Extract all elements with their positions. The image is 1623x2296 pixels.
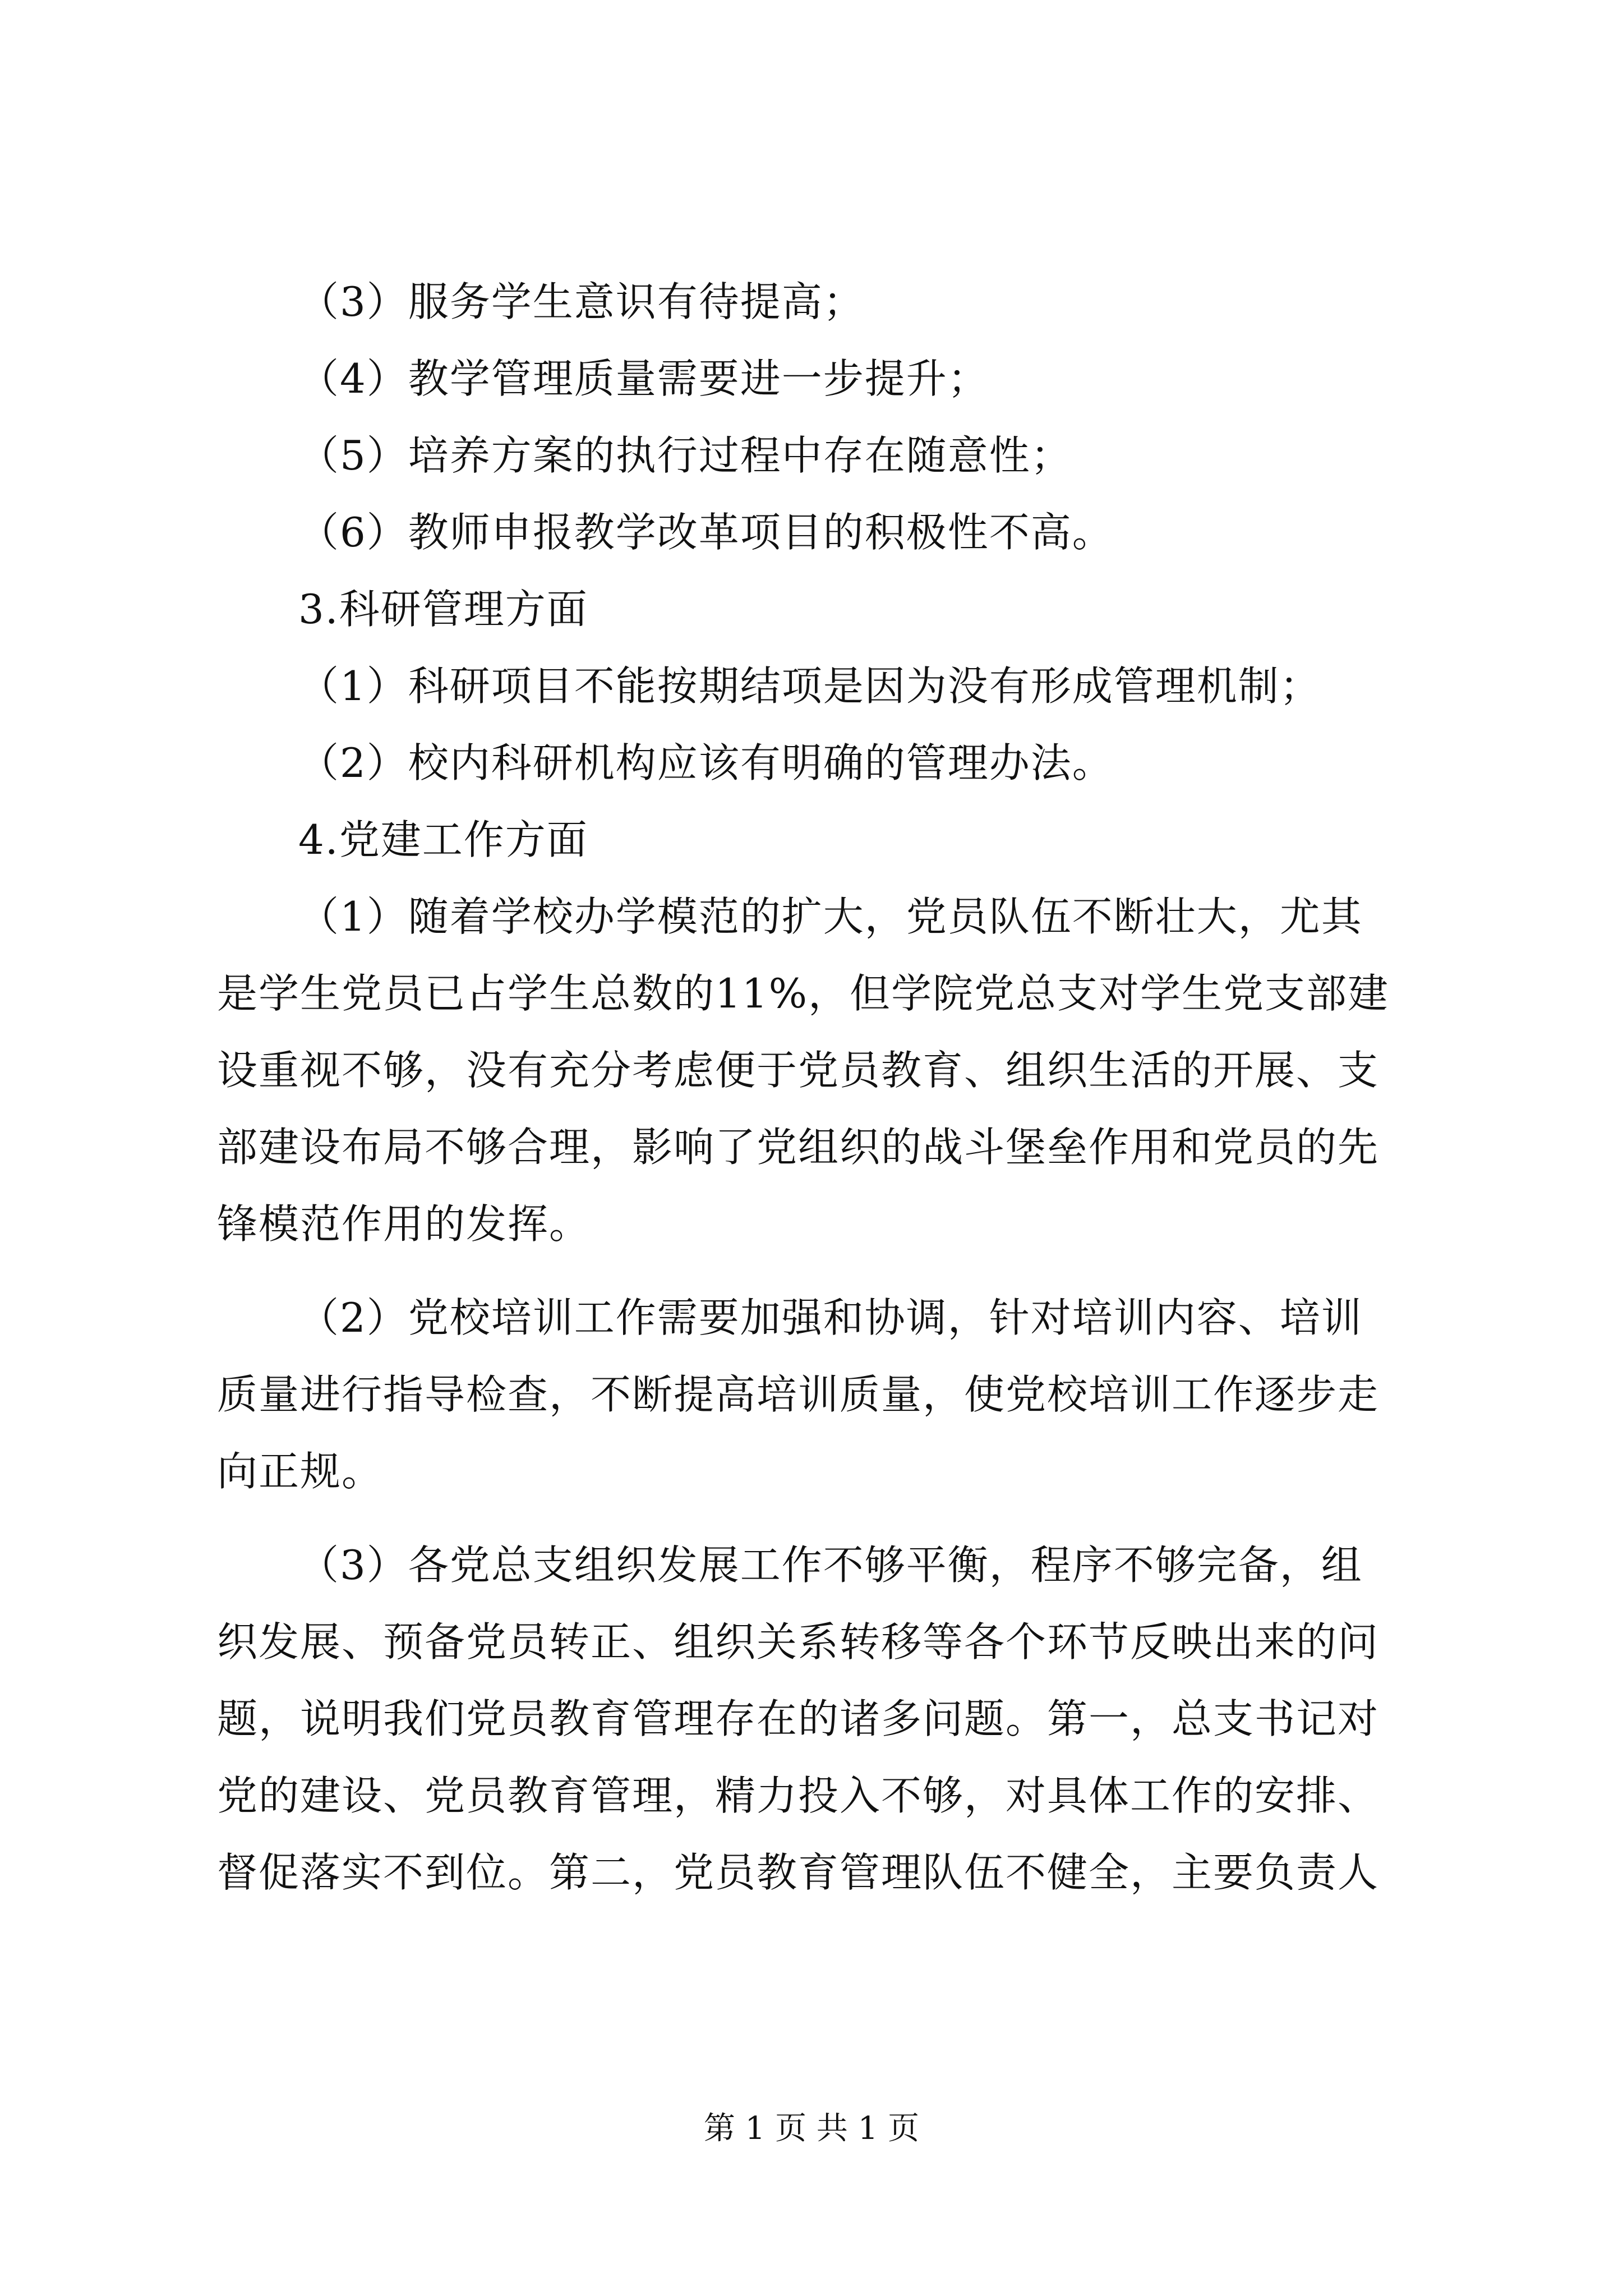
paragraph-line: 锋模范作用的发挥。 — [217, 1200, 591, 1248]
page-number: 第 1 页 共 1 页 — [703, 2110, 920, 2147]
section-heading-party: 4.党建工作方面 — [298, 816, 588, 863]
list-item: （4）教学管理质量需要进一步提升； — [298, 355, 989, 402]
paragraph-line: （1）随着学校办学模范的扩大，党员队伍不断壮大，尤其 — [298, 893, 1363, 940]
list-item: （3）服务学生意识有待提高； — [298, 278, 865, 325]
paragraph-line: 设重视不够，没有充分考虑便于党员教育、组织生活的开展、支 — [217, 1047, 1380, 1094]
paragraph-party-1 — [217, 878, 1428, 1263]
paragraph-line: 质量进行指导检查，不断提高培训质量，使党校培训工作逐步走 — [217, 1371, 1380, 1418]
paragraph-line: （2）党校培训工作需要加强和协调，针对培训内容、培训 — [298, 1294, 1363, 1341]
list-item: （6）教师申报教学改革项目的积极性不高。 — [298, 509, 1114, 556]
paragraph-line: 向正规。 — [217, 1448, 384, 1495]
paragraph-line: 督促落实不到位。第二，党员教育管理队伍不健全，主要负责人 — [217, 1849, 1380, 1896]
list-item: （5）培养方案的执行过程中存在随意性； — [298, 432, 1072, 479]
page-footer — [0, 2109, 1623, 2148]
list-item: （2）校内科研机构应该有明确的管理办法。 — [298, 739, 1114, 786]
paragraph-line: 题，说明我们党员教育管理存在的诸多问题。第一，总支书记对 — [217, 1695, 1380, 1742]
paragraph-line: （3）各党总支组织发展工作不够平衡，程序不够完备，组 — [298, 1542, 1363, 1589]
document-body — [217, 264, 1428, 1911]
paragraph-party-2 — [217, 1280, 1428, 1510]
section-heading-research: 3.科研管理方面 — [298, 586, 588, 633]
paragraph-line: 是学生党员已占学生总数的11%，但学院党总支对学生党支部建 — [217, 970, 1390, 1017]
paragraph-line: 织发展、预备党员转正、组织关系转移等各个环节反映出来的问 — [217, 1618, 1380, 1665]
paragraph-line: 部建设布局不够合理，影响了党组织的战斗堡垒作用和党员的先 — [217, 1124, 1380, 1171]
paragraph-party-3 — [217, 1527, 1428, 1911]
list-item: （1）科研项目不能按期结项是因为没有形成管理机制； — [298, 662, 1321, 710]
paragraph-line: 党的建设、党员教育管理，精力投入不够，对具体工作的安排、 — [217, 1772, 1380, 1819]
